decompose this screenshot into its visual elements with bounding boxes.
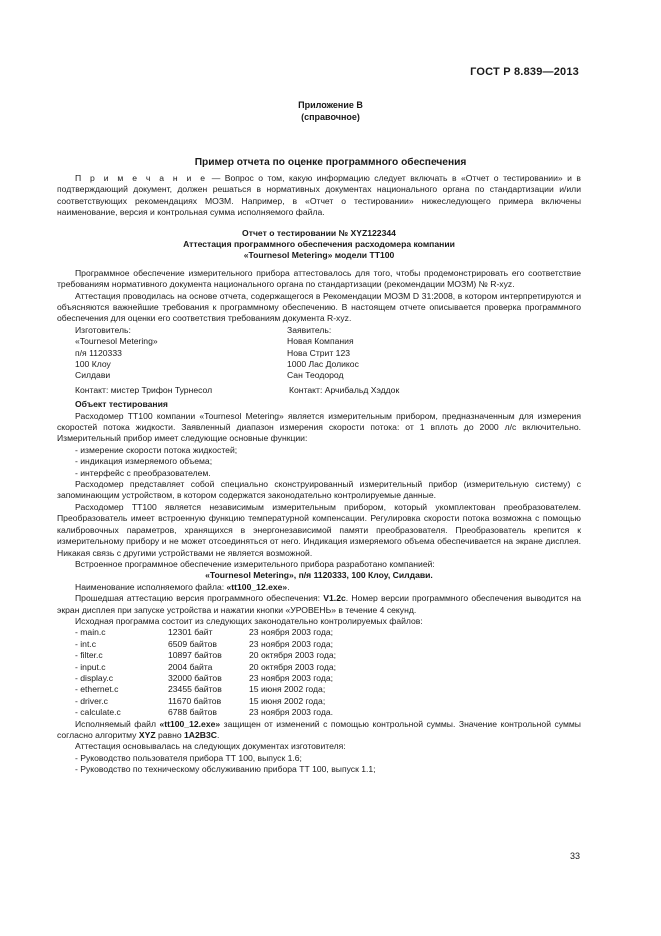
manufacturer-line: Изготовитель: <box>75 324 131 335</box>
paragraph-developer-intro: Встроенное программное обеспечение измерительного прибора разработано компанией: <box>75 558 435 569</box>
developer-address: «Tournesol Metering», п/я 1120333, 100 Клоу, Силдави. <box>205 570 433 581</box>
file-row <box>75 707 336 718</box>
checksum-part: . <box>216 730 220 740</box>
file-size: 12301 байт <box>168 627 213 638</box>
checksum-part: равно <box>155 730 185 740</box>
appendix-label <box>0 99 661 123</box>
file-name: - ethernet.c <box>75 684 119 695</box>
manufacturer-block <box>75 325 287 382</box>
report-title-line-3: «Tournesol Metering» модели ТТ100 <box>243 250 395 261</box>
file-date: 15 июня 2002 года; <box>249 684 326 695</box>
file-row <box>75 696 336 707</box>
file-name: - calculate.c <box>75 707 121 718</box>
executable-name-prefix: Наименование исполняемого файла: <box>75 581 227 592</box>
manufacturer-contact: Контакт: мистер Трифон Турнесол <box>75 384 213 395</box>
paragraph-device-description: Расходомер ТТ100 компании «Tournesol Metering» является измерительным прибором, предназначенным для измерения скоростей потока жидкости. Заявленный диапазон измерения скорости потока: от 1 вплоть до 2000 л/с включительно. Измерительный прибор имеет следующие основные функции: <box>57 410 581 444</box>
files-intro: Исходная программа состоит из следующих законодательно контролируемых файлов: <box>75 615 423 626</box>
note-paragraph <box>57 173 581 219</box>
executable-name: «tt100_12.exe» <box>226 581 288 592</box>
file-size: 2004 байта <box>168 661 213 672</box>
manufacturer-line: Силдави <box>75 370 111 381</box>
file-date: 20 октября 2003 года; <box>249 661 337 672</box>
file-date: 23 ноября 2003 года; <box>249 672 333 683</box>
applicant-contact: Контакт: Арчибальд Хэддок <box>289 384 400 395</box>
version-prefix: Прошедшая аттестацию версия программного обеспечения: <box>75 593 324 604</box>
applicant-block <box>287 325 547 382</box>
file-date: 20 октября 2003 года; <box>249 650 337 661</box>
section-title: Пример отчета по оценке программного обеспечения <box>194 157 467 168</box>
version-value: V1.2c <box>323 593 346 604</box>
file-row <box>75 684 336 695</box>
file-name: - main.c <box>75 627 106 638</box>
function-item: - индикация измеряемого объема; <box>75 456 213 467</box>
doc-item: - Руководство пользователя прибора ТТ 100, выпуск 1.6; <box>75 752 302 763</box>
object-heading: Объект тестирования <box>75 399 168 410</box>
applicant-line: Сан Теодород <box>287 370 344 381</box>
file-row <box>75 639 336 650</box>
version-suffix: . Номер версии программного обеспечения выводится на экран дисплея при запуске устройства и нажатии кнопки «УРОВЕНЬ» в течение 4 секунд. <box>57 593 582 615</box>
applicant-line: Нова Стрит 123 <box>287 347 351 358</box>
page-number: 33 <box>569 851 580 861</box>
report-title-line-1: Отчет о тестировании № XYZ122344 <box>242 227 396 238</box>
report-title-line-2: Аттестация программного обеспечения расходомера компании <box>183 239 455 250</box>
file-size: 6788 байтов <box>168 707 217 718</box>
note-text: — Вопрос о том, какую информацию следует включать в «Отчет о тестировании» и в подтверждающий документ, должен решаться в нормативных документах национального органа по стандартизации и/или соответствующих рекомендациях МОЗМ. Например, в «Отчет о тестировании» нижеследующего примера включены наименование, версия и контрольная сумма исполняемого файла. <box>57 173 581 218</box>
file-name: - input.c <box>75 661 106 672</box>
checksum-value: 1A2B3C <box>184 730 217 740</box>
file-date: 23 ноября 2003 года. <box>249 707 333 718</box>
file-size: 11670 байтов <box>168 695 222 706</box>
document-body <box>57 173 581 776</box>
paragraph-device-type: Расходомер представляет собой специально сконструированный измерительный прибор (измерительную систему) с запоминающим устройством, в котором содержатся законодательно контролируемые данные. <box>57 479 581 501</box>
manufacturer-line: п/я 1120333 <box>75 347 122 358</box>
file-date: 23 ноября 2003 года; <box>249 638 333 649</box>
file-size: 23455 байтов <box>168 684 222 695</box>
file-name: - filter.c <box>75 650 103 661</box>
file-size: 10897 байтов <box>168 650 222 661</box>
file-row <box>75 650 336 661</box>
checksum-algorithm: XYZ <box>138 730 156 740</box>
file-name: - driver.c <box>75 695 108 706</box>
file-row <box>75 673 336 684</box>
function-item: - измерение скорости потока жидкостей; <box>75 444 238 455</box>
file-name: - int.c <box>75 638 97 649</box>
file-date: 15 июня 2002 года; <box>249 695 326 706</box>
note-lead: П р и м е ч а н и е <box>75 173 208 183</box>
file-row <box>75 627 336 638</box>
file-name: - display.c <box>75 672 114 683</box>
executable-name-line <box>57 582 581 593</box>
docs-intro: Аттестация основывалась на следующих документах изготовителя: <box>75 741 346 752</box>
manufacturer-line: «Tournesol Metering» <box>75 336 158 347</box>
checksum-part: защищен от изменений с помощью контрольной суммы. Значение контрольной суммы согласно алгоритму <box>57 718 581 740</box>
file-size: 32000 байтов <box>168 672 222 683</box>
paragraph-basis: Аттестация проводилась на основе отчета, содержащегося в Рекомендации МОЗМ D 31:2008, в котором интерпретируются и объясняются важнейшие требования к программному обеспечению. В настоящем отчете описывается проверка программного обеспечения для оценки его соответствия требованиям документа R-xyz. <box>57 290 581 324</box>
standard-number: ГОСТ Р 8.839—2013 <box>470 66 579 78</box>
checksum-part: Исполняемый файл <box>75 718 160 729</box>
function-item: - интерфейс с преобразователем. <box>75 467 211 478</box>
checksum-paragraph <box>57 719 581 742</box>
parties-block <box>75 325 581 382</box>
version-paragraph <box>57 593 581 616</box>
checksum-file: «tt100_12.exe» <box>159 718 221 729</box>
appendix-type: (справочное) <box>301 112 360 122</box>
file-date: 23 ноября 2003 года; <box>249 627 333 638</box>
manufacturer-line: 100 Клоу <box>75 359 111 370</box>
file-row <box>75 662 336 673</box>
doc-item: - Руководство по техническому обслуживанию прибора ТТ 100, выпуск 1.1; <box>75 764 376 775</box>
file-size: 6509 байтов <box>168 638 217 649</box>
applicant-line: 1000 Лас Доликос <box>287 359 359 370</box>
applicant-line: Заявитель: <box>287 324 332 335</box>
executable-name-suffix: . <box>287 581 290 592</box>
contacts-row <box>75 385 581 396</box>
applicant-line: Новая Компания <box>287 336 354 347</box>
report-title <box>57 228 581 262</box>
paragraph-converter: Расходомер ТТ100 является независимым измерительным прибором, который укомплектован преобразователем. Преобразователь имеет встроенную функцию температурной компенсации. Регулировка скорости потока возможна с помощью калибровочных параметров, хранящихся в энергонезависимой памяти преобразователя. Преобразователь крепится к измерительному прибору и не может отсоединяться от него. Индикация измеряемого объема обеспечивается на экране дисплея. Никакая связь с другими устройствами не является возможной. <box>57 501 581 558</box>
paragraph-compliance: Программное обеспечение измерительного прибора аттестовалось для того, чтобы продемонстрировать его соответствие требованиям нормативного документа национального органа по стандартизации (рекомендации МОЗМ) № R-xyz. <box>57 267 581 290</box>
files-table <box>75 627 336 718</box>
appendix-title: Приложение В <box>298 100 363 110</box>
